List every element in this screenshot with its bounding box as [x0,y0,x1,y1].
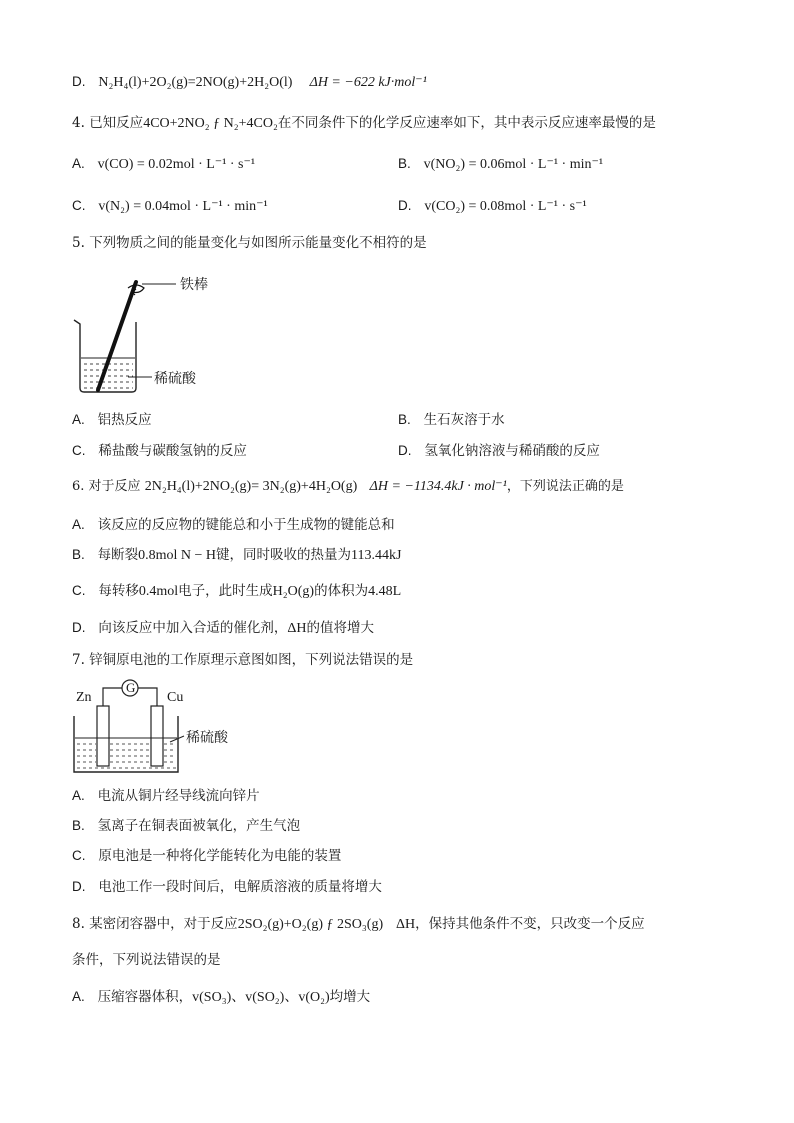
option-label: D. [398,443,412,458]
q7-option-c [72,846,341,866]
option-text: 电池工作一段时间后，电解质溶液的质量将增大 [98,879,382,895]
option-text: 压缩容器体积， [97,989,193,1005]
option-label: B. [398,156,411,171]
q5-option-d [398,441,600,461]
option-label: A. [72,412,85,427]
question-number: 5. [72,235,85,251]
option-text: 的体积为 [314,583,369,599]
q3-option-d [72,72,427,93]
option-text: v(CO₂) = 0.08mol · L⁻¹ · s⁻¹ [424,199,587,214]
q5-option-c [72,441,247,461]
option-label: A. [72,788,85,803]
option-text: 每断裂 [97,547,139,563]
equation: v(SO₃)、v(SO₂)、v(O₂) [192,990,330,1005]
option-label: D. [72,620,86,635]
option-label: A. [72,156,85,171]
cu-label: Cu [167,690,184,705]
question-4 [72,113,656,134]
q6-option-d [72,618,374,639]
question-7 [72,650,413,670]
question-text: 某密闭容器中，对于反应 [89,916,238,932]
option-label: D. [398,198,412,213]
question-text: 条件，下列说法错误的是 [72,952,221,968]
liquid-dashes [84,364,133,388]
option-text: 的值将增大 [306,620,374,636]
option-text: 铝热反应 [97,412,152,428]
option-text: 每转移 [98,583,139,599]
acid-label: 稀硫酸 [154,371,196,387]
option-value: H₂O(g) [272,584,315,599]
q6-option-c [72,581,401,602]
option-text: 原电池是一种将化学能转化为电能的装置 [98,848,342,864]
option-text: 向该反应中加入合适的催化剂， [98,620,288,636]
q7-option-b [72,816,300,836]
equation: 4CO+2NO₂ ƒ N₂+4CO₂ [143,116,278,131]
option-label: C. [72,198,86,213]
option-label: C. [72,583,86,598]
zn-label: Zn [76,690,92,705]
question-8 [72,914,645,935]
question-8-continued [72,950,221,970]
q4-option-c [72,196,268,217]
option-text: 键，同时吸收的热量为 [216,547,352,563]
q6-option-b [72,545,401,566]
option-label: B. [72,818,85,833]
galvanometer-label: G [126,680,136,695]
q7-option-a [72,786,260,806]
question-number: 7. [72,652,85,668]
question-text: 已知反应 [89,115,144,131]
equation: N₂H₄(l)+2O₂(g)=2NO(g)+2H₂O(l) [98,75,293,90]
q5-option-b [398,410,505,430]
option-label: C. [72,443,86,458]
option-text: 氢氧化钠溶液与稀硝酸的反应 [424,443,600,459]
figure-galvanic-cell [70,676,240,776]
q8-option-a [72,987,370,1008]
question-text: 锌铜原电池的工作原理示意图如图，下列说法错误的是 [89,652,414,668]
q5-option-a [72,410,152,430]
option-text: v(N₂) = 0.04mol · L⁻¹ · min⁻¹ [98,199,268,214]
option-text: 该反应的反应物的键能总和小于生成物的键能总和 [97,517,395,533]
question-text: ，下列说法正确的是 [506,479,624,494]
option-label: B. [72,547,85,562]
question-text: ，保持其他条件不变，只改变一个反应 [415,916,645,932]
acid-label: 稀硫酸 [186,730,228,746]
question-number: 6. [72,479,85,494]
option-value: 0.4mol [138,584,179,599]
option-label: A. [72,517,85,532]
equation: 2SO₂(g)+O₂(g) ƒ 2SO₃(g) [237,917,384,932]
acid-leader-line [170,736,184,742]
option-value: 113.44kJ [351,548,402,563]
q4-option-b [398,154,603,175]
option-value: 0.8mol N − H [138,548,217,563]
option-text: 电子，此时生成 [178,583,273,599]
option-label: D. [72,879,86,894]
option-label: C. [72,848,86,863]
option-value: 4.48L [368,584,402,599]
question-text: 对于反应 [88,479,141,494]
enthalpy: ΔH = −1134.4kJ · mol⁻¹ [369,479,507,494]
question-5 [72,233,427,253]
enthalpy: ΔH = −622 kJ·mol⁻¹ [309,75,427,90]
option-text: 稀盐酸与碳酸氢钠的反应 [98,443,247,459]
iron-rod [98,282,136,390]
option-text: v(NO₂) = 0.06mol · L⁻¹ · min⁻¹ [423,157,604,172]
zinc-electrode [97,706,109,766]
option-label: D. [72,74,86,89]
option-text: v(CO) = 0.02mol · L⁻¹ · s⁻¹ [97,157,256,172]
option-text: 电流从铜片经导线流向锌片 [97,788,260,804]
question-text: 在不同条件下的化学反应速率如下，其中表示反应速率最慢的是 [277,115,656,131]
question-6 [72,477,624,497]
enthalpy: ΔH [395,917,416,932]
q4-option-d [398,196,587,217]
question-number: 8. [72,916,85,932]
option-text: 生石灰溶于水 [423,412,505,428]
rod-label: 铁棒 [180,277,208,293]
question-text: 下列物质之间的能量变化与如图所示能量变化不相符的是 [89,235,427,251]
q7-option-d [72,877,382,897]
q4-option-a [72,154,255,175]
option-label: B. [398,412,411,427]
option-text: 氢离子在铜表面被氧化，产生气泡 [97,818,301,834]
q6-option-a [72,515,395,535]
option-text: 均增大 [329,989,371,1005]
question-number: 4. [72,115,85,131]
equation: 2N₂H₄(l)+2NO₂(g)= 3N₂(g)+4H₂O(g) [144,479,358,494]
option-label: A. [72,989,85,1004]
option-value: ΔH [287,621,307,636]
beaker [74,320,136,392]
copper-electrode [151,706,163,766]
